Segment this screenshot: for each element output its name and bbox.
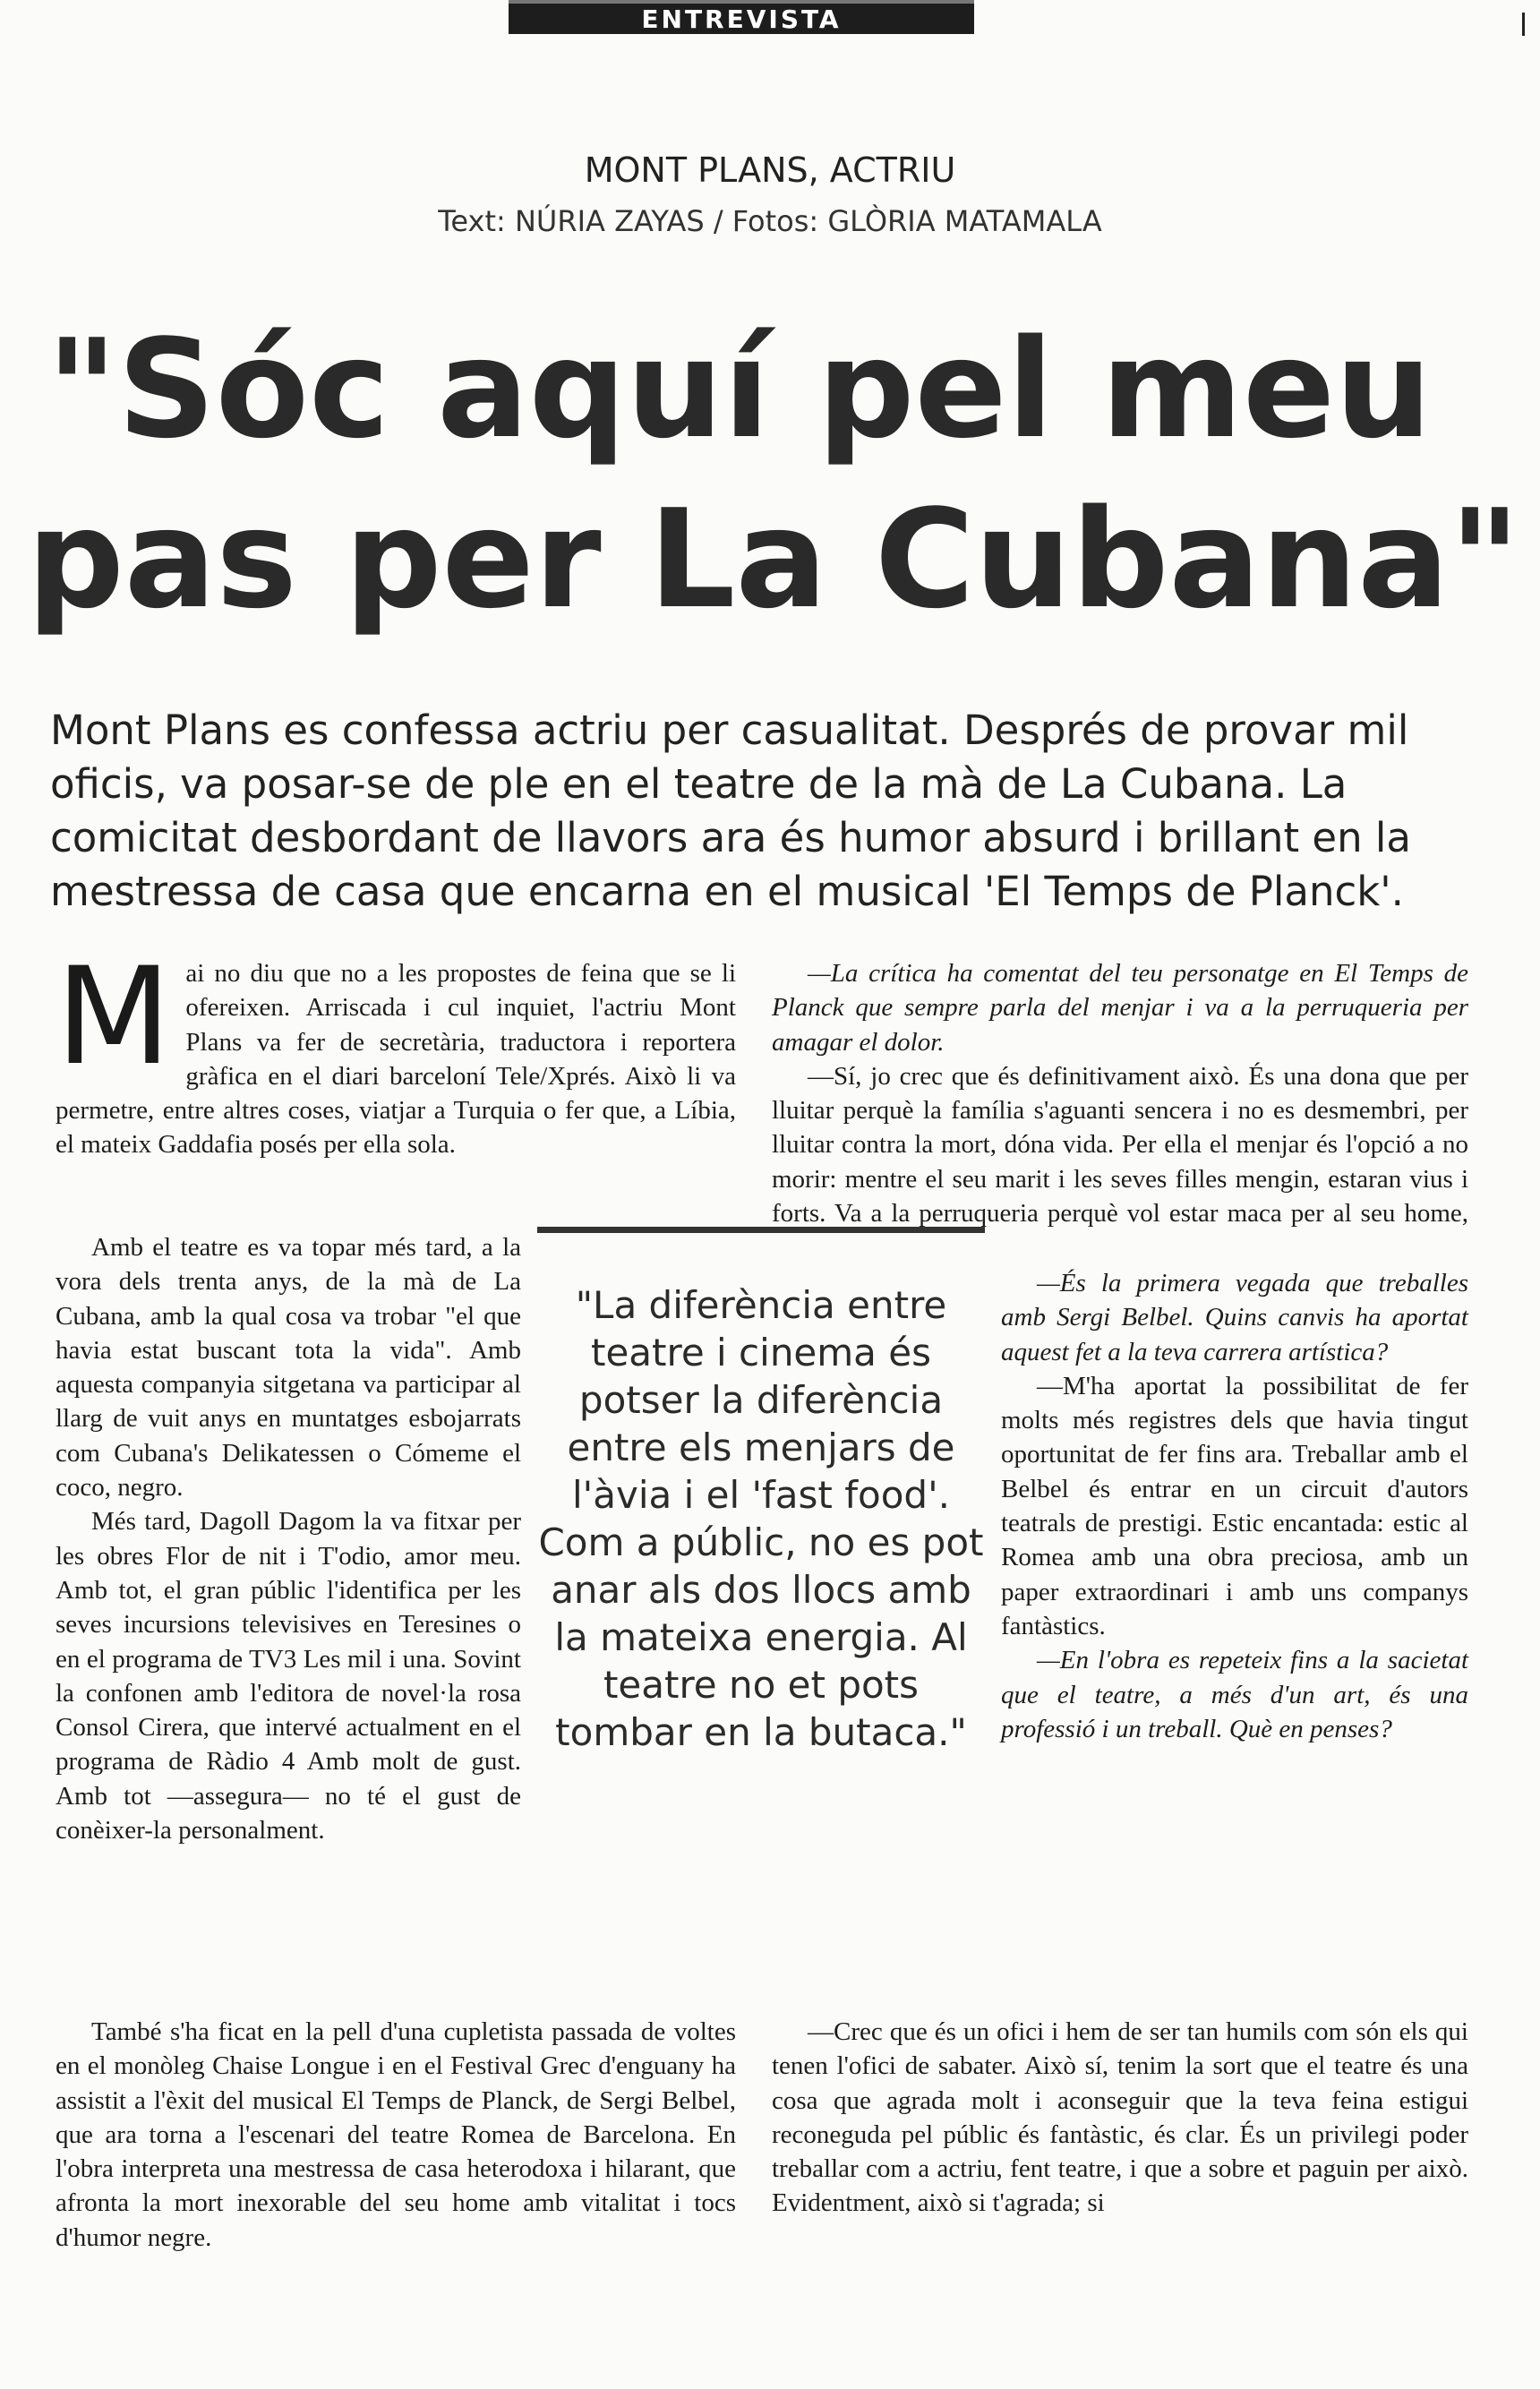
interview-question-1: —La crítica ha comentat del teu personatge en El Temps de Planck que sempre parla del menjar i va a la perruqueria per amagar el dolor.: [772, 959, 1468, 1057]
body-right-bottom: [772, 2015, 1468, 2221]
body-left-column: [56, 939, 736, 1162]
credits: Text: NÚRIA ZAYAS / Fotos: GLÒRIA MATAMALA: [438, 204, 1102, 238]
body-paragraph-3: Més tard, Dagoll Dagom la va fitxar per les obres Flor de nit i T'odio, amor meu. Amb tot, el gran públic l'identifica per les seves incursions televisives en Teresines o en el programa de TV3 Les mil i una. Sovint la confonen amb l'editora de novel·la rosa Consol Cirera, que intervé actualment en el programa de Ràdio 4 Amb molt de gust. Amb tot —assegura— no té el gust de conèixer-la personalment.: [56, 1507, 521, 1845]
pull-quote: "La diferència entre teatre i cinema és potser la diferència entre els menjars de l'àvia i el 'fast food'. Com a públic, no es pot anar als dos llocs amb la mateixa energia. Al teatre no et pots tombar en la butaca.": [537, 1227, 985, 1907]
body-paragraph-4: També s'ha ficat en la pell d'una cupletista passada de voltes en el monòleg Chaise Longue i en el Festival Grec d'enguany ha assistit a l'èxit del musical El Temps de Planck, de Sergi Belbel, que ara torna a l'escenari del teatre Romea de Barcelona. En l'obra interpreta una mestressa de casa heterodoxa i hilarant, que afronta la mort inexorable del seu home amb vitalitat i tocs d'humor negre.: [56, 2017, 736, 2252]
interview-answer-2: —M'ha aportat la possibilitat de fer molts més registres dels que havia tingut oportunitat de fer fins ara. Treballar amb el Belbel és entrar en un circuit d'autors teatrals de prestigi. Estic encantada: estic al Romea amb una obra preciosa, amb un paper extraordinari i amb uns companys fantàstics.: [1001, 1371, 1468, 1640]
body-right-narrow-column: [1001, 1266, 1468, 1746]
interview-answer-3: —Crec que és un ofici i hem de ser tan humils com són els qui tenen l'ofici de sabater. Això sí, tenim la sort que el teatre és una cosa que agrada molt i aconseguir que la teva feina estigui reconeguda pel públic és fantàstic, és clar. És un privilegi poder treballar com a actriu, fent teatre, i que a sobre et paguin per això. Evidentment, això si t'agrada; si: [772, 2017, 1468, 2218]
headline-line-2: pas per La Cubana": [27, 480, 1520, 638]
body-left-narrow-column: [56, 1230, 521, 1847]
kicker: MONT PLANS, ACTRIU: [584, 150, 956, 190]
lead-paragraph: Mont Plans es confessa actriu per casualitat. Després de provar mil oficis, va posar-se de ple en el teatre de la mà de La Cubana. La comicitat desbordant de llavors ara és humor absurd i brillant en la mestressa de casa que encarna en el musical 'El Temps de Planck'.: [50, 706, 1411, 915]
body-paragraph-2: Amb el teatre es va topar més tard, a la vora dels trenta anys, de la mà de La Cubana, amb la qual cosa va trobar "el que havia estat buscant tota la vida". Amb aquesta companyia sitgetana va participar al llarg de vuit anys en muntatges esbojarrats com Cubana's Delikatessen o Cómeme el coco, negro.: [56, 1233, 521, 1503]
body-right-column: [772, 956, 1468, 1235]
body-paragraph-1: Mai no diu que no a les propostes de feina que se li ofereixen. Arriscada i cul inquiet, l'actriu Mont Plans va fer de secretària, traductora i reportera gràfica en el diari barceloní Tele/Xprés. Això li va permetre, entre altres coses, viatjar a Turquia o fer que, a Líbia, el mateix Gaddafia posés per ella sola.: [56, 939, 736, 1160]
interview-question-2: —És la primera vegada que treballes amb Sergi Belbel. Quins canvis ha aportat aquest fet a la teva carrera artística?: [1001, 1269, 1468, 1366]
headline: [27, 304, 1522, 645]
headline-line-1: "Sóc aquí pel meu: [47, 310, 1433, 468]
drop-cap: M: [56, 939, 172, 1095]
interview-question-3: —En l'obra es repeteix fins a la sacietat que el teatre, a més d'un art, és una professió i un treball. Què en penses?: [1001, 1646, 1468, 1743]
body-left-bottom: [56, 2015, 736, 2255]
interview-answer-1-top: —Sí, jo crec que és definitivament això. És una dona que per lluitar perquè la família s'aguanti sencera i no es desmembri, per lluitar contra la mort, dóna vida. Per ella el menjar és l'opció a no morir: mentre el seu marit i les seves filles mengin, estaran vius i forts. Va a la perruqueria perquè vol estar maca per al seu home,: [772, 1061, 1468, 1229]
edge-mark: [1522, 13, 1525, 36]
section-tag: ENTREVISTA: [509, 0, 974, 34]
